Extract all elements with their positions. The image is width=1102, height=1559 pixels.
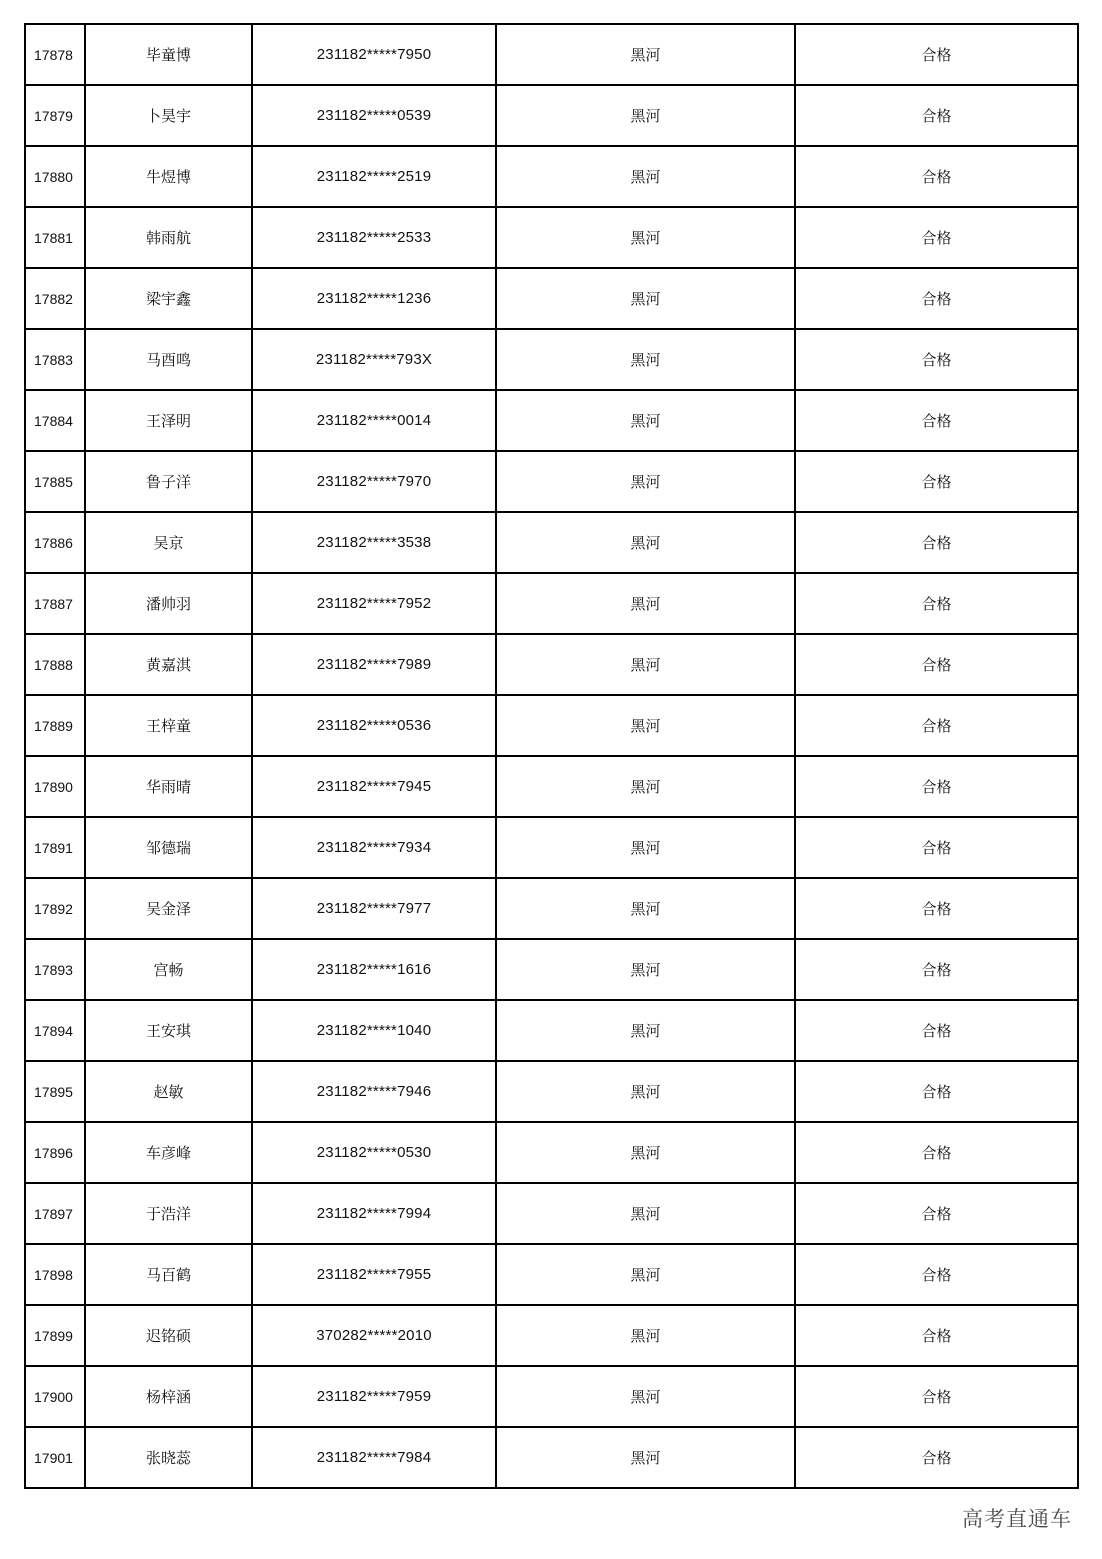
result-cell: 合格 bbox=[795, 329, 1078, 390]
row-index-cell: 17896 bbox=[25, 1122, 85, 1183]
result-cell: 合格 bbox=[795, 1122, 1078, 1183]
region-cell: 黑河 bbox=[496, 1183, 795, 1244]
name-cell: 宫畅 bbox=[85, 939, 252, 1000]
name-cell: 于浩洋 bbox=[85, 1183, 252, 1244]
table-row bbox=[25, 207, 1078, 268]
table-row bbox=[25, 24, 1078, 85]
id-number-cell: 231182*****0539 bbox=[252, 85, 496, 146]
table-row bbox=[25, 146, 1078, 207]
result-cell: 合格 bbox=[795, 817, 1078, 878]
region-cell: 黑河 bbox=[496, 1427, 795, 1488]
row-index-cell: 17901 bbox=[25, 1427, 85, 1488]
result-cell: 合格 bbox=[795, 634, 1078, 695]
result-cell: 合格 bbox=[795, 1000, 1078, 1061]
row-index-cell: 17888 bbox=[25, 634, 85, 695]
document-page bbox=[24, 23, 1078, 1489]
region-cell: 黑河 bbox=[496, 268, 795, 329]
table-row bbox=[25, 1183, 1078, 1244]
row-index-cell: 17897 bbox=[25, 1183, 85, 1244]
table-row bbox=[25, 1366, 1078, 1427]
region-cell: 黑河 bbox=[496, 146, 795, 207]
row-index-cell: 17898 bbox=[25, 1244, 85, 1305]
table-row bbox=[25, 939, 1078, 1000]
result-cell: 合格 bbox=[795, 1244, 1078, 1305]
id-number-cell: 231182*****0014 bbox=[252, 390, 496, 451]
name-cell: 杨梓涵 bbox=[85, 1366, 252, 1427]
name-cell: 毕童博 bbox=[85, 24, 252, 85]
table-row bbox=[25, 1122, 1078, 1183]
name-cell: 华雨晴 bbox=[85, 756, 252, 817]
name-cell: 马百鹤 bbox=[85, 1244, 252, 1305]
name-cell: 迟铭硕 bbox=[85, 1305, 252, 1366]
region-cell: 黑河 bbox=[496, 878, 795, 939]
table-row bbox=[25, 573, 1078, 634]
table-row bbox=[25, 85, 1078, 146]
id-number-cell: 231182*****2519 bbox=[252, 146, 496, 207]
region-cell: 黑河 bbox=[496, 207, 795, 268]
row-index-cell: 17883 bbox=[25, 329, 85, 390]
region-cell: 黑河 bbox=[496, 573, 795, 634]
result-cell: 合格 bbox=[795, 451, 1078, 512]
id-number-cell: 231182*****7945 bbox=[252, 756, 496, 817]
id-number-cell: 231182*****7946 bbox=[252, 1061, 496, 1122]
name-cell: 王泽明 bbox=[85, 390, 252, 451]
row-index-cell: 17892 bbox=[25, 878, 85, 939]
region-cell: 黑河 bbox=[496, 1122, 795, 1183]
name-cell: 黄嘉淇 bbox=[85, 634, 252, 695]
row-index-cell: 17879 bbox=[25, 85, 85, 146]
name-cell: 赵敏 bbox=[85, 1061, 252, 1122]
table-row bbox=[25, 1305, 1078, 1366]
result-cell: 合格 bbox=[795, 573, 1078, 634]
name-cell: 王安琪 bbox=[85, 1000, 252, 1061]
table-row bbox=[25, 695, 1078, 756]
name-cell: 张晓蕊 bbox=[85, 1427, 252, 1488]
id-number-cell: 231182*****7994 bbox=[252, 1183, 496, 1244]
watermark-text: 高考直通车 bbox=[956, 1501, 1074, 1535]
id-number-cell: 231182*****7970 bbox=[252, 451, 496, 512]
results-table bbox=[24, 23, 1079, 1489]
id-number-cell: 231182*****7952 bbox=[252, 573, 496, 634]
name-cell: 牛煜博 bbox=[85, 146, 252, 207]
table-row bbox=[25, 817, 1078, 878]
region-cell: 黑河 bbox=[496, 817, 795, 878]
row-index-cell: 17882 bbox=[25, 268, 85, 329]
id-number-cell: 231182*****0530 bbox=[252, 1122, 496, 1183]
name-cell: 车彦峰 bbox=[85, 1122, 252, 1183]
table-row bbox=[25, 1244, 1078, 1305]
table-row bbox=[25, 756, 1078, 817]
row-index-cell: 17899 bbox=[25, 1305, 85, 1366]
result-cell: 合格 bbox=[795, 24, 1078, 85]
region-cell: 黑河 bbox=[496, 1061, 795, 1122]
result-cell: 合格 bbox=[795, 1427, 1078, 1488]
table-row bbox=[25, 329, 1078, 390]
table-row bbox=[25, 451, 1078, 512]
result-cell: 合格 bbox=[795, 1183, 1078, 1244]
id-number-cell: 231182*****7977 bbox=[252, 878, 496, 939]
region-cell: 黑河 bbox=[496, 695, 795, 756]
table-row bbox=[25, 268, 1078, 329]
id-number-cell: 231182*****7950 bbox=[252, 24, 496, 85]
result-cell: 合格 bbox=[795, 268, 1078, 329]
region-cell: 黑河 bbox=[496, 85, 795, 146]
result-cell: 合格 bbox=[795, 1305, 1078, 1366]
region-cell: 黑河 bbox=[496, 1244, 795, 1305]
result-cell: 合格 bbox=[795, 207, 1078, 268]
row-index-cell: 17881 bbox=[25, 207, 85, 268]
row-index-cell: 17889 bbox=[25, 695, 85, 756]
result-cell: 合格 bbox=[795, 878, 1078, 939]
row-index-cell: 17890 bbox=[25, 756, 85, 817]
row-index-cell: 17886 bbox=[25, 512, 85, 573]
table-row bbox=[25, 1061, 1078, 1122]
row-index-cell: 17878 bbox=[25, 24, 85, 85]
id-number-cell: 231182*****7959 bbox=[252, 1366, 496, 1427]
region-cell: 黑河 bbox=[496, 24, 795, 85]
name-cell: 潘帅羽 bbox=[85, 573, 252, 634]
row-index-cell: 17880 bbox=[25, 146, 85, 207]
id-number-cell: 231182*****2533 bbox=[252, 207, 496, 268]
region-cell: 黑河 bbox=[496, 939, 795, 1000]
id-number-cell: 231182*****1040 bbox=[252, 1000, 496, 1061]
result-cell: 合格 bbox=[795, 390, 1078, 451]
result-cell: 合格 bbox=[795, 939, 1078, 1000]
region-cell: 黑河 bbox=[496, 1366, 795, 1427]
result-cell: 合格 bbox=[795, 1366, 1078, 1427]
row-index-cell: 17893 bbox=[25, 939, 85, 1000]
results-table-body bbox=[25, 24, 1078, 1488]
name-cell: 吴京 bbox=[85, 512, 252, 573]
name-cell: 卜昊宇 bbox=[85, 85, 252, 146]
row-index-cell: 17885 bbox=[25, 451, 85, 512]
result-cell: 合格 bbox=[795, 512, 1078, 573]
id-number-cell: 231182*****1616 bbox=[252, 939, 496, 1000]
table-row bbox=[25, 512, 1078, 573]
region-cell: 黑河 bbox=[496, 1305, 795, 1366]
region-cell: 黑河 bbox=[496, 451, 795, 512]
region-cell: 黑河 bbox=[496, 1000, 795, 1061]
region-cell: 黑河 bbox=[496, 329, 795, 390]
row-index-cell: 17887 bbox=[25, 573, 85, 634]
table-row bbox=[25, 1427, 1078, 1488]
table-row bbox=[25, 878, 1078, 939]
row-index-cell: 17900 bbox=[25, 1366, 85, 1427]
name-cell: 吴金泽 bbox=[85, 878, 252, 939]
row-index-cell: 17895 bbox=[25, 1061, 85, 1122]
name-cell: 王梓童 bbox=[85, 695, 252, 756]
name-cell: 梁宇鑫 bbox=[85, 268, 252, 329]
id-number-cell: 231182*****7955 bbox=[252, 1244, 496, 1305]
result-cell: 合格 bbox=[795, 85, 1078, 146]
result-cell: 合格 bbox=[795, 146, 1078, 207]
row-index-cell: 17884 bbox=[25, 390, 85, 451]
table-row bbox=[25, 634, 1078, 695]
region-cell: 黑河 bbox=[496, 390, 795, 451]
table-row bbox=[25, 1000, 1078, 1061]
id-number-cell: 231182*****3538 bbox=[252, 512, 496, 573]
id-number-cell: 231182*****7934 bbox=[252, 817, 496, 878]
name-cell: 韩雨航 bbox=[85, 207, 252, 268]
result-cell: 合格 bbox=[795, 1061, 1078, 1122]
region-cell: 黑河 bbox=[496, 756, 795, 817]
id-number-cell: 370282*****2010 bbox=[252, 1305, 496, 1366]
result-cell: 合格 bbox=[795, 695, 1078, 756]
id-number-cell: 231182*****793X bbox=[252, 329, 496, 390]
id-number-cell: 231182*****1236 bbox=[252, 268, 496, 329]
region-cell: 黑河 bbox=[496, 634, 795, 695]
id-number-cell: 231182*****0536 bbox=[252, 695, 496, 756]
row-index-cell: 17894 bbox=[25, 1000, 85, 1061]
name-cell: 邹德瑞 bbox=[85, 817, 252, 878]
result-cell: 合格 bbox=[795, 756, 1078, 817]
id-number-cell: 231182*****7984 bbox=[252, 1427, 496, 1488]
name-cell: 鲁子洋 bbox=[85, 451, 252, 512]
table-row bbox=[25, 390, 1078, 451]
name-cell: 马酉鸣 bbox=[85, 329, 252, 390]
row-index-cell: 17891 bbox=[25, 817, 85, 878]
id-number-cell: 231182*****7989 bbox=[252, 634, 496, 695]
region-cell: 黑河 bbox=[496, 512, 795, 573]
